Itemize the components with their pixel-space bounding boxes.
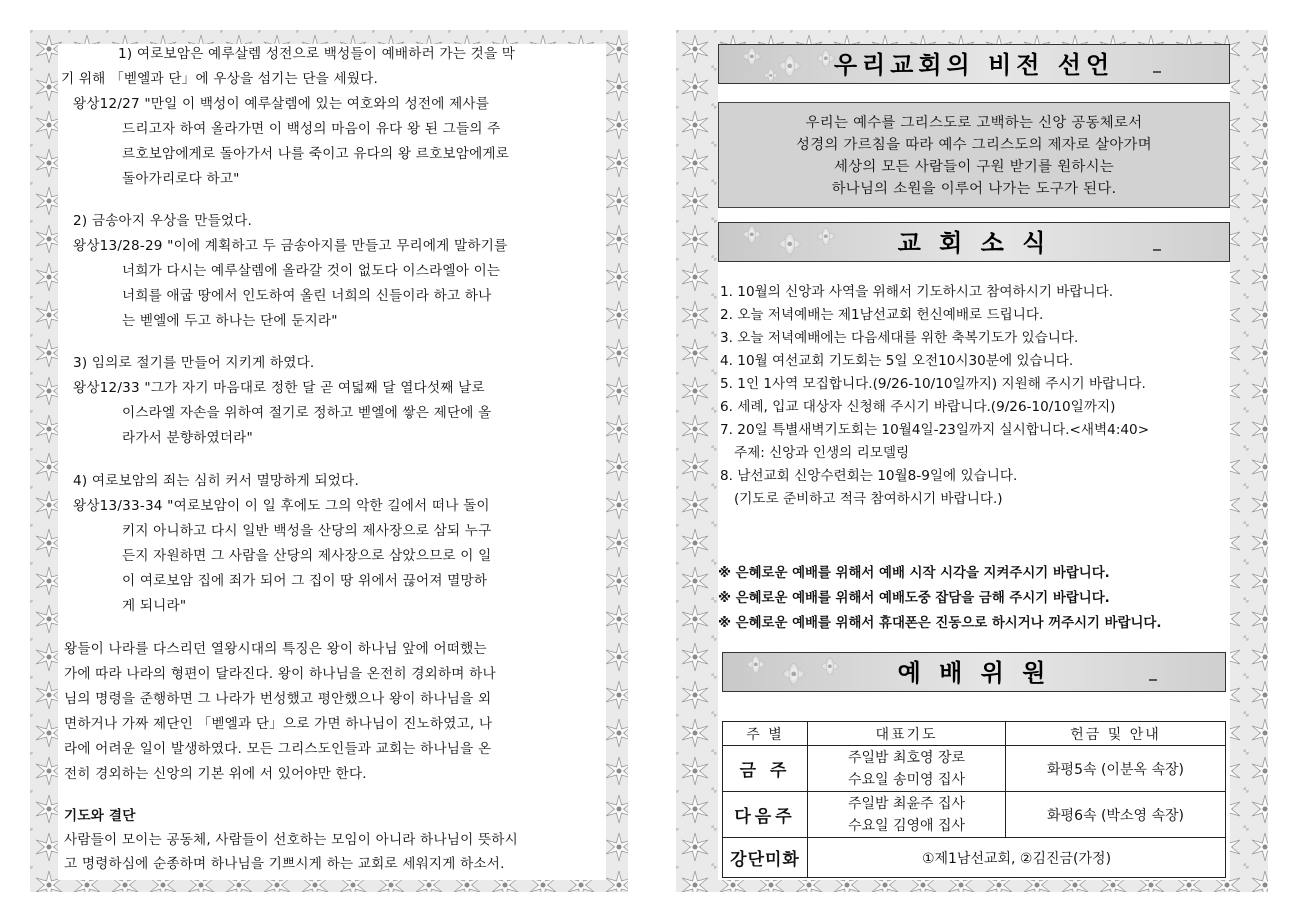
prayer-entry: 수요일 김영애 집사 xyxy=(847,817,966,834)
table-header-offering: 헌금 및 안내 xyxy=(1006,722,1226,746)
section-3-heading: 3) 임의로 절기를 만들어 지키게 하였다. xyxy=(73,355,315,371)
scripture-line: 너희를 애굽 땅에서 인도하여 올린 너희의 신들이라 하고 하나 xyxy=(122,288,492,304)
prayer-entry: 수요일 송미영 집사 xyxy=(847,771,966,788)
worship-banner xyxy=(722,652,1226,692)
summary-line: 라에 어려운 일이 발생하였다. 모든 그리스도인들과 교회는 하나님을 온 xyxy=(64,741,492,757)
news-item-subline: 주제: 신앙과 인생의 리모델링 xyxy=(734,445,910,461)
scripture-line: 이스라엘 자손을 위하여 절기로 정하고 벧엘에 쌓은 제단에 올 xyxy=(122,405,492,421)
scripture-line: 드리고자 하여 올라가면 이 백성의 마음이 유다 왕 된 그들의 주 xyxy=(122,121,501,137)
news-title: 교 회 소 식 xyxy=(897,229,1051,257)
prayer-cell xyxy=(808,746,1006,792)
worship-committee-table xyxy=(722,721,1226,878)
flower-label: 강단미화 xyxy=(723,838,808,878)
scripture-line: 든지 자원하면 그 사람을 산당의 제사장으로 삼았으므로 이 일 xyxy=(122,548,492,564)
right-page-content xyxy=(718,44,1230,880)
summary-line: 전히 경외하는 신앙의 기본 위에 서 있어야만 한다. xyxy=(64,766,367,782)
offering-cell: 화평5속 (이분옥 속장) xyxy=(1006,746,1226,792)
vision-title: 우리교회의 비전 선언 xyxy=(833,51,1115,79)
section-4-heading: 4) 여로보암의 죄는 심히 커서 멸망하게 되었다. xyxy=(73,473,359,489)
flower-value: ①제1남선교회, ②김진금(가정) xyxy=(808,838,1226,878)
prayer-entry: 주일밤 최호영 장로 xyxy=(847,749,966,766)
left-page-content xyxy=(58,44,606,880)
row-week-label: 다음주 xyxy=(723,792,808,838)
table-row xyxy=(723,792,1226,838)
vision-line: 세상의 모든 사람들이 구원 받기를 원하시는 xyxy=(834,159,1114,175)
notice-line: ※ 은혜로운 예배를 위해서 예배도중 잡담을 금해 주시기 바랍니다. xyxy=(718,591,1110,606)
scripture-line: 르호보암에게로 돌아가서 나를 죽이고 유다의 왕 르호보암에게로 xyxy=(122,146,510,162)
news-item: 7. 20일 특별새벽기도회는 10월4일-23일까지 실시합니다.<새벽4:40> xyxy=(720,422,1150,438)
table-header-prayer: 대표기도 xyxy=(808,722,1006,746)
left-page xyxy=(30,30,628,892)
news-banner xyxy=(718,222,1230,262)
vision-line: 하나님의 소원을 이루어 나가는 도구가 된다. xyxy=(831,181,1117,197)
scripture-line: 돌아가리로다 하고" xyxy=(122,171,240,187)
news-item: 5. 1인 1사역 모집합니다.(9/26-10/10일까지) 지원해 주시기 바랍니다. xyxy=(720,376,1146,392)
offering-cell: 화평6속 (박소영 속장) xyxy=(1006,792,1226,838)
scripture-line: 왕상12/33 "그가 자기 마음대로 정한 달 곧 여덟째 달 열다섯째 날로 xyxy=(73,380,485,396)
news-item-subline: (기도로 준비하고 적극 참여하시기 바랍니다.) xyxy=(734,491,1003,507)
vision-line: 우리는 예수를 그리스도로 고백하는 신앙 공동체로서 xyxy=(805,115,1143,131)
summary-line: 님의 명령을 준행하면 그 나라가 번성했고 평안했으나 왕이 하나님을 외 xyxy=(64,691,492,707)
prayer-cell xyxy=(808,792,1006,838)
news-item: 3. 오늘 저녁예배에는 다음세대를 위한 축복기도가 있습니다. xyxy=(720,330,1079,346)
prayer-line: 고 명령하심에 순종하며 하나님을 기쁘시게 하는 교회로 세워지게 하소서. xyxy=(64,856,505,872)
worship-title: 예 배 위 원 xyxy=(897,659,1051,687)
summary-line: 면하거나 가짜 제단인 「벧엘과 단」으로 가면 하나님이 진노하였고, 나 xyxy=(64,716,493,732)
banner-dash xyxy=(1153,71,1161,73)
prayer-entry: 주일밤 최윤주 집사 xyxy=(847,795,966,812)
table-header-row xyxy=(723,722,1226,746)
news-item: 2. 오늘 저녁예배는 제1남선교회 헌신예배로 드립니다. xyxy=(720,307,1044,323)
news-item: 6. 세례, 입교 대상자 신청해 주시기 바랍니다.(9/26-10/10일까지) xyxy=(720,399,1116,415)
scripture-line: 왕상13/33-34 "여로보암이 이 일 후에도 그의 악한 길에서 떠나 돌이 xyxy=(73,498,490,514)
notice-line: ※ 은혜로운 예배를 위해서 예배 시작 시각을 지켜주시기 바랍니다. xyxy=(718,566,1110,581)
summary-line: 가에 따라 나라의 형편이 달라진다. 왕이 하나님을 온전히 경외하며 하나 xyxy=(64,666,496,682)
row-week-label: 금 주 xyxy=(723,746,808,792)
scripture-line: 라가서 분향하였더라" xyxy=(122,430,253,446)
banner-dash xyxy=(1153,249,1161,251)
section-2-heading: 2) 금송아지 우상을 만들었다. xyxy=(73,213,253,229)
table-row xyxy=(723,746,1226,792)
scripture-line: 왕상12/27 "만일 이 백성이 예루살렘에 있는 여호와의 성전에 제사를 xyxy=(73,96,490,112)
right-page xyxy=(676,30,1268,892)
vision-statement-box xyxy=(718,102,1230,208)
scripture-line: 게 되니라" xyxy=(122,598,187,614)
news-item: 4. 10월 여선교회 기도회는 5일 오전10시30분에 있습니다. xyxy=(720,353,1074,369)
notice-line: ※ 은혜로운 예배를 위해서 휴대폰은 진동으로 하시거나 꺼주시기 바랍니다. xyxy=(718,616,1162,631)
scripture-line: 키지 아니하고 다시 일반 백성을 산당의 제사장으로 삼되 누구 xyxy=(122,523,492,539)
prayer-line: 사람들이 모이는 공동체, 사람들이 선호하는 모임이 아니라 하나님이 뜻하시 xyxy=(64,832,518,848)
banner-dash xyxy=(1149,679,1157,681)
scripture-line: 이 여로보암 집에 죄가 되어 그 집이 땅 위에서 끊어져 멸망하 xyxy=(122,573,488,589)
vision-banner xyxy=(718,44,1230,84)
section-1-heading: 1) 여로보암은 예루살렘 성전으로 백성들이 예배하러 가는 것을 막 xyxy=(118,46,516,62)
news-item: 1. 10월의 신앙과 사역을 위해서 기도하시고 참여하시기 바랍니다. xyxy=(720,284,1114,300)
scripture-line: 왕상13/28-29 "이에 계획하고 두 금송아지를 만들고 무리에게 말하기를 xyxy=(73,238,508,254)
prayer-heading: 기도와 결단 xyxy=(64,808,136,824)
news-item: 8. 남선교회 신앙수련회는 10월8-9일에 있습니다. xyxy=(720,468,1018,484)
table-row-flowers xyxy=(723,838,1226,878)
scripture-line: 는 벧엘에 두고 하나는 단에 둔지라" xyxy=(122,313,338,329)
vision-line: 성경의 가르침을 따라 예수 그리스도의 제자로 살아가며 xyxy=(796,137,1152,153)
table-header-week: 주 별 xyxy=(723,722,808,746)
scripture-line: 너희가 다시는 예루살렘에 올라갈 것이 없도다 이스라엘아 이는 xyxy=(122,263,501,279)
summary-line: 왕들이 나라를 다스리던 열왕시대의 특징은 왕이 하나님 앞에 어떠했는 xyxy=(64,641,487,657)
text-line: 기 위해 「벧엘과 단」에 우상을 섬기는 단을 세웠다. xyxy=(61,71,379,87)
